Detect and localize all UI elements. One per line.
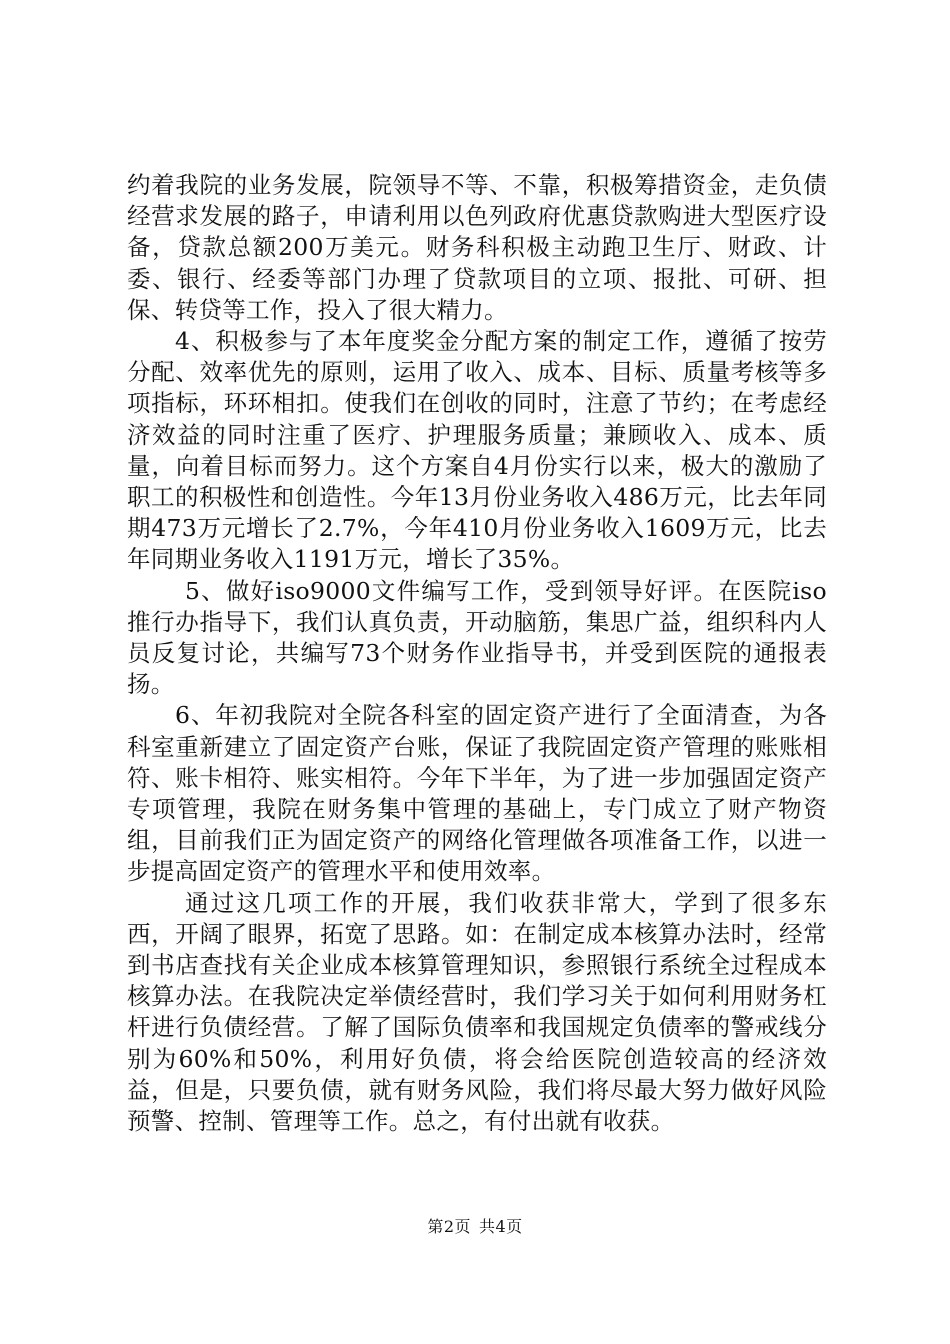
paragraph-continued-loan: 约着我院的业务发展，院领导不等、不靠，积极筹措资金，走负债经营求发展的路子，申请利用以色列政府优惠贷款购进大型医疗设备，贷款总额200万美元。财务科积极主动跑卫生厅、财政、计委、银行、经委等部门办理了贷款项目的立项、报批、可研、担保、转贷等工作，投入了很大精力。 (127, 171, 827, 324)
body-text (127, 170, 827, 1137)
paragraph-summary: 通过这几项工作的开展，我们收获非常大，学到了很多东西，开阔了眼界，拓宽了思路。如：在制定成本核算办法时，经常到书店查找有关企业成本核算管理知识，参照银行系统全过程成本核算办法。在我院决定举债经营时，我们学习关于如何利用财务杠杆进行负债经营。了解了国际负债率和我国规定负债率的警戒线分别为60%和50%，利用好负债，将会给医院创造较高的经济效益，但是，只要负债，就有财务风险，我们将尽最大努力做好风险预警、控制、管理等工作。总之，有付出就有收获。 (127, 888, 827, 1136)
paragraph-fixed-assets: 6、年初我院对全院各科室的固定资产进行了全面清查，为各科室重新建立了固定资产台账，保证了我院固定资产管理的账账相符、账卡相符、账实相符。今年下半年，为了进一步加强固定资产专项管理，我院在财务集中管理的基础上，专门成立了财产物资组，目前我们正为固定资产的网络化管理做各项准备工作，以进一步提高固定资产的管理水平和使用效率。 (127, 701, 827, 886)
page-footer (0, 1217, 950, 1237)
paragraph-iso9000: 5、做好iso9000文件编写工作，受到领导好评。在医院iso推行办指导下，我们认真负责，开动脑筋，集思广益，组织科内人员反复讨论，共编写73个财务作业指导书，并受到医院的通报表扬。 (127, 576, 827, 699)
page-number-total: 共4页 (479, 1217, 523, 1236)
page-number-current: 第2页 (427, 1217, 471, 1236)
paragraph-bonus-plan: 4、积极参与了本年度奖金分配方案的制定工作，遵循了按劳分配、效率优先的原则，运用了收入、成本、目标、质量考核等多项指标，环环相扣。使我们在创收的同时，注意了节约；在考虑经济效益的同时注重了医疗、护理服务质量；兼顾收入、成本、质量，向着目标而努力。这个方案自4月份实行以来，极大的激励了职工的积极性和创造性。今年13月份业务收入486万元，比去年同期473万元增长了2.7%，今年410月份业务收入1609万元，比去年同期业务收入1191万元，增长了35%。 (127, 327, 827, 574)
